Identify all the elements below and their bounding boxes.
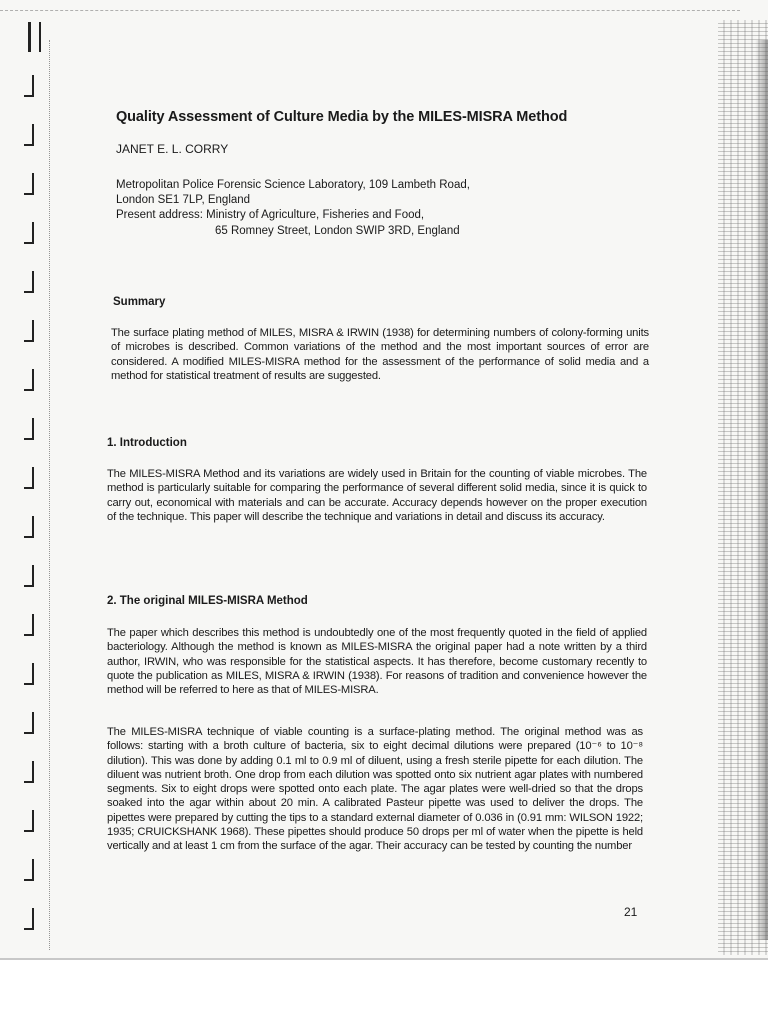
page-number: 21 — [624, 905, 638, 919]
binding-ring — [24, 75, 34, 97]
summary-heading: Summary — [113, 296, 166, 308]
affiliation-line-1: Metropolitan Police Forensic Science Laboratory, 109 Lambeth Road, — [116, 179, 470, 191]
section-2-paragraph-2: The MILES-MISRA technique of viable counting is a surface-plating method. The original method was as follows: starting with a broth culture of bacteria, six to eight decimal dilutions were prepared (10⁻⁶ to 10⁻⁸ dilution). This was done by adding 0.1 ml to 0.9 ml of diluent, using a fresh sterile pipette for each dilution. The diluent was nutrient broth. One drop from each dilution was spotted onto six nutrient agar plates with numbered segments. Six to eight drops were spotted onto each plate. The agar plates were well-dried so that the drops soaked into the agar within about 20 min. A calibrated Pasteur pipette was used to deliver the drops. The pipettes were prepared by cutting the tips to a standard external diameter of 0.036 in (0.91 mm: WILSON 1922; 1935; CRUICKSHANK 1968). These pipettes should produce 50 drops per ml of water when the pipette is held vertically and at least 1 cm from the surface of the agar. Their accuracy can be tested by counting the number — [107, 726, 643, 853]
scan-top-edge — [0, 10, 740, 12]
introduction-heading: 1. Introduction — [107, 437, 187, 449]
affiliation-line-2: London SE1 7LP, England — [116, 194, 251, 206]
summary-text: The surface plating method of MILES, MISRA & IRWIN (1938) for determining numbers of colony-forming units of microbes is described. Common variations of the method and the most important sources of error are considered. A modified MILES-MISRA method for the assessment of the performance of solid media and a method for statistical treatment of results are suggested. — [111, 327, 649, 382]
scan-bottom-edge — [0, 958, 768, 960]
binding-ring — [24, 614, 34, 636]
binding-ring — [24, 810, 34, 832]
binding-ring — [24, 271, 34, 293]
binding-rings — [10, 30, 40, 950]
binding-ring — [24, 859, 34, 881]
binding-ring — [24, 222, 34, 244]
binding-ring — [24, 173, 34, 195]
section-2-heading: 2. The original MILES-MISRA Method — [107, 595, 308, 607]
scan-edge-shadow — [755, 40, 768, 940]
binding-ring — [24, 516, 34, 538]
binding-ring — [24, 712, 34, 734]
binding-ring — [24, 663, 34, 685]
binding-ring — [24, 320, 34, 342]
section-2-paragraph-1: The paper which describes this method is undoubtedly one of the most frequently quoted in the field of applied bacteriology. Although the method is known as MILES-MISRA the original paper had a note written by a third author, IRWIN, who was responsible for the statistical aspects. It has therefore, become customary recently to quote the publication as MILES, MISRA & IRWIN (1938). For reasons of tradition and convenience however the method will be referred to here as that of MILES-MISRA. — [107, 627, 647, 697]
binding-perforation-line — [49, 40, 51, 950]
paper-title: Quality Assessment of Culture Media by the MILES-MISRA Method — [116, 109, 568, 125]
paper-author: JANET E. L. CORRY — [116, 142, 229, 156]
present-address-line-1: Present address: Ministry of Agriculture, Fisheries and Food, — [116, 209, 425, 221]
binding-ring — [24, 369, 34, 391]
binding-ring — [24, 124, 34, 146]
binding-ring — [24, 467, 34, 489]
introduction-text: The MILES-MISRA Method and its variations are widely used in Britain for the counting of viable microbes. The method is particularly suitable for comparing the performance of several different solid media, since it is quick to carry out, economical with materials and can be accurate. Accuracy depends however on the proper execution of the technique. This paper will describe the technique and variations in detail and discuss its accuracy. — [107, 468, 647, 523]
binding-ring — [24, 761, 34, 783]
binding-ring — [24, 908, 34, 930]
present-address-line-2: 65 Romney Street, London SWIP 3RD, England — [215, 225, 460, 237]
binding-ring — [24, 418, 34, 440]
binding-ring — [24, 565, 34, 587]
